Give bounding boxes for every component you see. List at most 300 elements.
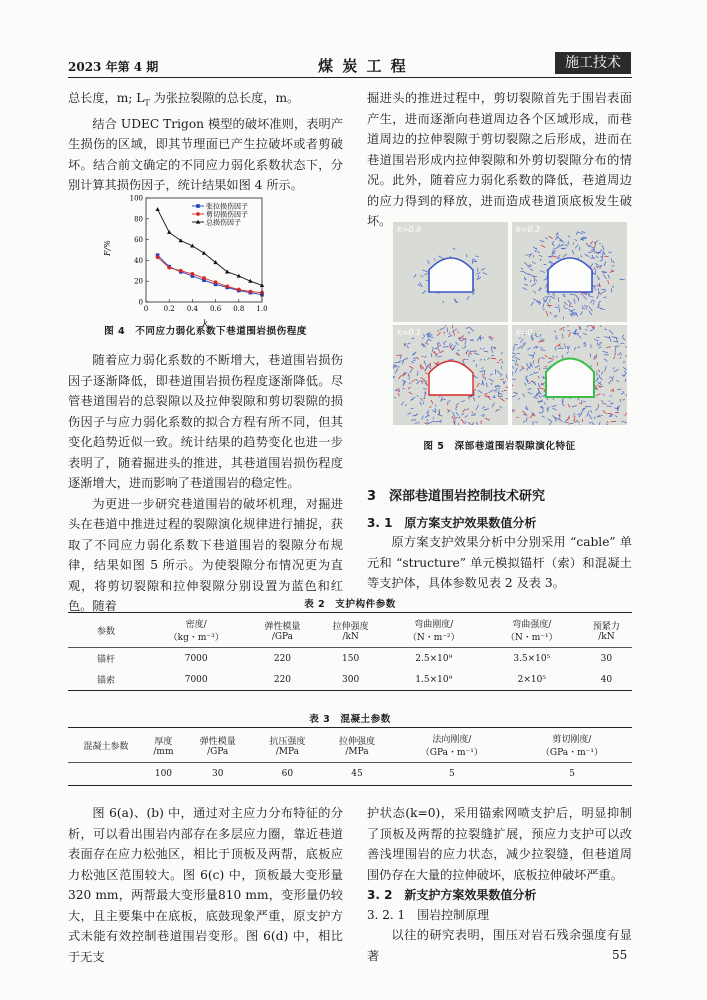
crack-segment: [498, 391, 499, 397]
crack-segment: [582, 306, 583, 308]
crack-segment: [420, 282, 423, 287]
crack-segment: [604, 359, 607, 362]
crack-segment: [533, 299, 536, 301]
crack-segment: [474, 289, 475, 291]
f4-point: [179, 238, 183, 242]
crack-segment: [532, 262, 535, 263]
crack-segment: [565, 244, 568, 246]
crack-segment: [414, 274, 416, 277]
t2-header-density: 密度/ （kg・m⁻³）: [144, 613, 248, 648]
crack-segment: [614, 408, 616, 409]
crack-segment: [594, 340, 598, 341]
crack-segment: [481, 268, 486, 270]
crack-segment: [457, 331, 458, 333]
crack-segment: [424, 395, 425, 397]
crack-segment: [523, 415, 527, 416]
crack-segment: [398, 361, 403, 362]
crack-segment: [416, 379, 417, 381]
crack-segment: [465, 421, 466, 423]
crack-segment: [424, 423, 427, 425]
crack-segment: [484, 359, 485, 361]
crack-segment: [575, 244, 578, 248]
section-3-2-1-heading: 3. 2. 1 围岩控制原理: [367, 908, 490, 922]
crack-segment: [559, 345, 560, 347]
figure-5-panel-k0: [512, 325, 627, 425]
crack-segment: [473, 360, 475, 361]
crack-segment: [533, 247, 537, 249]
crack-segment: [405, 344, 406, 346]
crack-segment: [485, 377, 486, 381]
crack-segment: [409, 366, 413, 369]
crack-segment: [512, 395, 516, 397]
crack-segment: [547, 398, 548, 400]
crack-segment: [569, 332, 571, 337]
crack-segment: [607, 421, 608, 423]
crack-segment: [609, 336, 611, 342]
crack-segment: [559, 308, 560, 312]
crack-segment: [463, 409, 466, 412]
f4-point: [225, 285, 229, 289]
crack-segment: [530, 269, 533, 270]
crack-segment: [535, 333, 536, 335]
crack-segment: [530, 414, 534, 418]
crack-segment: [540, 271, 545, 273]
crack-segment: [473, 397, 474, 401]
crack-segment: [591, 300, 593, 304]
crack-segment: [427, 422, 429, 424]
crack-segment: [562, 355, 563, 359]
crack-segment: [411, 397, 415, 400]
crack-segment: [466, 327, 470, 329]
f4-ytick-label: 0: [138, 298, 143, 307]
crack-segment: [424, 361, 426, 365]
crack-segment: [577, 334, 581, 338]
crack-segment: [423, 389, 427, 390]
crack-segment: [608, 275, 610, 279]
crack-segment: [478, 390, 482, 393]
crack-segment: [437, 414, 442, 416]
crack-segment: [453, 345, 456, 349]
crack-segment: [412, 338, 414, 339]
crack-segment: [586, 243, 589, 247]
crack-segment: [501, 352, 503, 354]
crack-segment: [602, 272, 606, 273]
crack-segment: [470, 352, 472, 354]
crack-segment: [405, 404, 407, 405]
crack-segment: [416, 381, 420, 385]
crack-segment: [612, 266, 615, 267]
crack-segment: [454, 417, 458, 418]
crack-segment: [566, 422, 569, 423]
crack-segment: [449, 343, 450, 346]
crack-segment: [526, 363, 528, 368]
crack-segment: [523, 421, 525, 422]
crack-segment: [477, 268, 478, 272]
crack-segment: [527, 347, 530, 349]
left-para-3: 随着应力弱化系数的不断增大，巷道围岩损伤因子逐渐降低，即巷道围岩损伤程度逐渐降低。尽管巷道围岩的总裂隙以及拉伸裂隙和剪切裂隙的损伤因子与应力弱化系数的拟合方程有所不同，但其变化趋势近似一致。统计结果的趋势变化也进一步表明了，随着掘进头的推进，其巷道围岩损伤程度逐渐增大，进而影响了巷道围岩的稳定性。: [68, 353, 343, 490]
crack-segment: [541, 245, 545, 248]
crack-segment: [620, 352, 621, 356]
crack-segment: [595, 243, 596, 249]
crack-segment: [413, 360, 416, 361]
f4-point: [155, 207, 159, 211]
crack-segment: [542, 339, 545, 341]
crack-segment: [568, 236, 570, 238]
crack-segment: [610, 381, 611, 383]
crack-segment: [425, 415, 430, 418]
crack-segment: [396, 389, 398, 390]
crack-segment: [444, 341, 446, 343]
crack-segment: [597, 362, 598, 366]
f4-point: [214, 280, 218, 284]
crack-segment: [475, 351, 477, 352]
crack-segment: [534, 371, 536, 374]
panel-label: k=0.9: [397, 225, 422, 234]
crack-segment: [590, 296, 593, 297]
crack-segment: [476, 273, 480, 275]
crack-segment: [484, 351, 488, 352]
crack-segment: [603, 297, 607, 298]
crack-segment: [609, 330, 613, 334]
crack-segment: [500, 379, 504, 380]
f4-point: [167, 230, 171, 234]
t2-header-bend-stiff: 弯曲刚度/ （N・m⁻²）: [385, 613, 483, 648]
crack-segment: [608, 280, 609, 284]
crack-segment: [475, 256, 478, 257]
crack-segment: [569, 346, 570, 350]
crack-segment: [602, 245, 604, 250]
crack-segment: [433, 421, 435, 422]
crack-segment: [515, 368, 518, 373]
crack-segment: [615, 347, 616, 353]
crack-segment: [555, 315, 557, 317]
crack-segment: [395, 368, 398, 373]
crack-segment: [512, 353, 516, 355]
crack-segment: [622, 337, 625, 340]
right-para-2: 原方案支护效果分析中分别采用 “cable” 单元和 “structure” 单元模拟锚杆（索）和混凝土等支护体，具体参数见表 2 及表 3。: [367, 535, 632, 590]
crack-segment: [554, 247, 559, 249]
crack-segment: [577, 414, 580, 415]
table-2-title: 表 2 支护构件参数: [304, 599, 396, 610]
crack-segment: [590, 353, 591, 357]
crack-segment: [476, 422, 478, 425]
crack-segment: [440, 327, 445, 329]
f4-ytick-label: 60: [134, 236, 143, 245]
crack-segment: [506, 374, 507, 378]
crack-segment: [453, 331, 455, 335]
crack-segment: [535, 365, 540, 368]
header-section-badge: 施工技术: [555, 52, 631, 74]
crack-segment: [515, 358, 520, 360]
f4-legend-marker: [196, 204, 200, 208]
f4-legend-label: 张拉损伤因子: [206, 202, 248, 211]
figure-5-panel-k03: [512, 222, 627, 322]
crack-segment: [616, 380, 619, 381]
crack-segment: [441, 397, 443, 402]
crack-segment: [502, 391, 503, 393]
crack-segment: [478, 275, 479, 279]
crack-segment: [575, 312, 578, 317]
crack-segment: [531, 381, 535, 383]
crack-segment: [594, 251, 595, 253]
crack-segment: [496, 410, 498, 412]
crack-segment: [439, 345, 441, 347]
crack-segment: [431, 400, 433, 404]
crack-segment: [601, 291, 606, 294]
t3-label: 混凝土参数: [68, 728, 144, 763]
crack-segment: [523, 393, 525, 396]
crack-segment: [603, 403, 607, 404]
crack-segment: [469, 353, 470, 357]
crack-segment: [526, 417, 527, 421]
crack-segment: [540, 334, 541, 337]
crack-segment: [534, 335, 538, 337]
crack-segment: [527, 368, 528, 370]
crack-segment: [559, 417, 560, 421]
t2-header-pretension: 预紧力 /kN: [581, 613, 632, 648]
crack-segment: [487, 357, 489, 359]
crack-segment: [533, 291, 536, 294]
crack-segment: [461, 400, 465, 402]
crack-segment: [585, 330, 587, 331]
crack-segment: [560, 327, 565, 330]
crack-segment: [414, 419, 416, 420]
crack-segment: [468, 422, 472, 425]
crack-segment: [501, 366, 502, 369]
crack-segment: [451, 344, 453, 347]
crack-segment: [524, 262, 527, 265]
crack-segment: [584, 306, 588, 307]
crack-segment: [500, 406, 502, 408]
table-3-title: 表 3 混凝土参数: [309, 714, 391, 725]
crack-segment: [552, 405, 557, 407]
crack-segment: [606, 347, 610, 348]
crack-segment: [514, 409, 515, 412]
crack-segment: [609, 376, 611, 378]
f4-point: [202, 251, 206, 255]
crack-segment: [486, 383, 487, 388]
figure-5-panel-k09: [393, 222, 508, 322]
crack-segment: [424, 369, 426, 371]
crack-segment: [540, 259, 541, 261]
crack-segment: [545, 366, 547, 367]
crack-segment: [552, 244, 554, 246]
crack-segment: [479, 338, 484, 339]
crack-segment: [563, 254, 567, 257]
crack-segment: [420, 402, 422, 406]
crack-segment: [504, 381, 505, 385]
crack-segment: [417, 396, 419, 397]
crack-segment: [523, 288, 527, 290]
crack-segment: [607, 413, 612, 414]
f4-legend-label: 总损伤因子: [206, 218, 241, 227]
crack-segment: [611, 288, 612, 292]
crack-segment: [572, 406, 577, 407]
crack-segment: [613, 367, 614, 369]
crack-segment: [599, 301, 601, 302]
crack-segment: [589, 414, 592, 419]
crack-segment: [493, 390, 495, 391]
crack-segment: [528, 274, 533, 277]
f4-series-line-0: [158, 255, 262, 295]
crack-segment: [513, 392, 517, 393]
crack-segment: [611, 269, 613, 271]
crack-segment: [525, 277, 526, 281]
crack-segment: [556, 356, 558, 357]
crack-segment: [410, 369, 412, 373]
crack-segment: [598, 345, 600, 346]
f4-point: [156, 255, 160, 259]
left-para-4: 为更进一步研究巷道围岩的破坏机理，对掘进头在巷道中推进过程的裂隙演化规律进行捕捉，获取了不同应力弱化系数下巷道围岩的裂隙分布规律，结果如图 5 所示。为使裂隙分布情况更为直观，将剪切裂隙和拉伸裂隙分别设置为蓝色和红色。随着: [68, 496, 343, 613]
crack-segment: [525, 376, 528, 378]
crack-segment: [535, 372, 539, 374]
crack-segment: [427, 419, 428, 421]
crack-segment: [598, 370, 600, 372]
crack-segment: [422, 337, 424, 339]
crack-segment: [546, 284, 547, 288]
left-para-2: 结合 UDEC Trigon 模型的破坏准则，表明产生损伤的区域，即其节理面已产生拉破坏或者剪破坏。结合前文确定的不同应力弱化系数状态下，分别计算其损伤因子，统计结果如图 4 所示。: [68, 116, 343, 193]
crack-segment: [438, 256, 443, 259]
crack-segment: [517, 364, 518, 366]
crack-segment: [625, 346, 627, 349]
crack-segment: [413, 357, 418, 358]
crack-segment: [452, 416, 454, 419]
panel-label: k=0: [516, 328, 533, 337]
crack-segment: [554, 331, 556, 332]
crack-segment: [603, 274, 606, 278]
crack-segment: [448, 359, 453, 360]
crack-segment: [568, 325, 569, 327]
header-issue: 2023 年第 4 期: [68, 60, 159, 74]
crack-segment: [447, 409, 449, 410]
crack-segment: [589, 246, 594, 248]
f4-ylabel: F/%: [103, 240, 112, 256]
crack-segment: [599, 422, 600, 425]
crack-segment: [540, 301, 541, 304]
crack-segment: [455, 302, 457, 303]
crack-segment: [558, 255, 561, 258]
crack-segment: [540, 388, 544, 389]
crack-segment: [428, 339, 431, 341]
crack-segment: [574, 347, 575, 350]
crack-segment: [541, 357, 545, 359]
crack-segment: [579, 403, 583, 404]
crack-segment: [529, 253, 532, 257]
crack-segment: [599, 342, 601, 344]
crack-segment: [572, 250, 574, 254]
crack-segment: [499, 359, 501, 361]
crack-segment: [462, 348, 464, 349]
crack-segment: [626, 393, 627, 395]
crack-segment: [466, 350, 469, 353]
crack-segment: [553, 293, 555, 297]
crack-segment: [521, 344, 524, 349]
page-number: 55: [612, 948, 628, 962]
crack-segment: [456, 403, 459, 406]
bottom-left-para: 图 6(a)、(b) 中，通过对主应力分布特征的分析，可以看出围岩内部存在多层应力圈，靠近巷道表面存在应力松弛区，相比于顶板及两帮，底板应力松弛区范围较大。图 6(c) 中，顶板最大变形量 320 mm，两帮最大变形量810 mm，变形量仍较大，且主要集中在底板，底鼓现象严重，原支护方式未能有效控制巷道围岩变形。图 6(d) 中，相比于无支: [68, 806, 343, 964]
crack-segment: [592, 423, 595, 425]
crack-segment: [587, 411, 589, 416]
crack-segment: [597, 253, 599, 254]
crack-segment: [547, 303, 550, 308]
crack-segment: [563, 294, 566, 295]
panel-label: k=0.3: [516, 225, 541, 234]
crack-segment: [512, 382, 513, 386]
crack-segment: [595, 263, 598, 265]
crack-segment: [473, 258, 476, 261]
crack-segment: [443, 301, 444, 303]
crack-segment: [480, 348, 482, 349]
crack-segment: [543, 303, 544, 308]
crack-segment: [491, 347, 493, 353]
crack-segment: [540, 340, 542, 341]
crack-segment: [535, 422, 538, 423]
crack-segment: [625, 356, 627, 357]
crack-segment: [518, 398, 520, 399]
crack-segment: [417, 357, 418, 359]
crack-segment: [512, 355, 515, 358]
f4-ytick-label: 20: [134, 277, 143, 286]
crack-segment: [614, 369, 619, 372]
crack-segment: [485, 396, 490, 397]
crack-segment: [595, 417, 596, 419]
crack-segment: [603, 410, 606, 413]
crack-segment: [489, 397, 491, 400]
crack-segment: [551, 257, 556, 258]
crack-segment: [456, 412, 458, 415]
crack-segment: [590, 241, 592, 245]
crack-segment: [437, 356, 442, 357]
section-3-1-heading: 3. 1 原方案支护效果数值分析: [367, 516, 537, 530]
crack-segment: [575, 294, 579, 298]
crack-segment: [585, 406, 591, 407]
crack-segment: [543, 298, 546, 301]
f4-point: [249, 290, 253, 294]
f4-point: [202, 276, 206, 280]
crack-segment: [568, 423, 573, 424]
crack-segment: [478, 395, 481, 397]
crack-segment: [434, 409, 436, 410]
crack-segment: [604, 261, 605, 266]
crack-segment: [606, 423, 609, 425]
crack-segment: [492, 403, 494, 408]
crack-segment: [465, 415, 468, 417]
crack-segment: [591, 248, 594, 250]
crack-segment: [589, 307, 592, 311]
table-row: 锚索 7000 220 300 1.5×10⁹ 2×10⁵ 40: [68, 669, 632, 691]
crack-segment: [521, 268, 523, 270]
crack-segment: [610, 271, 615, 272]
crack-segment: [577, 347, 580, 348]
figure-5-panel-k01: [393, 325, 508, 425]
crack-segment: [512, 408, 513, 409]
crack-segment: [531, 302, 534, 307]
crack-segment: [485, 418, 489, 420]
crack-segment: [555, 335, 556, 338]
crack-segment: [472, 294, 475, 295]
crack-segment: [512, 359, 515, 360]
crack-segment: [470, 327, 474, 331]
crack-segment: [550, 312, 553, 314]
crack-segment: [529, 374, 532, 376]
crack-segment: [428, 260, 430, 264]
crack-segment: [483, 374, 484, 379]
crack-segment: [564, 302, 568, 305]
crack-segment: [474, 389, 476, 391]
crack-segment: [596, 354, 597, 358]
crack-segment: [400, 355, 401, 359]
crack-segment: [423, 334, 424, 336]
